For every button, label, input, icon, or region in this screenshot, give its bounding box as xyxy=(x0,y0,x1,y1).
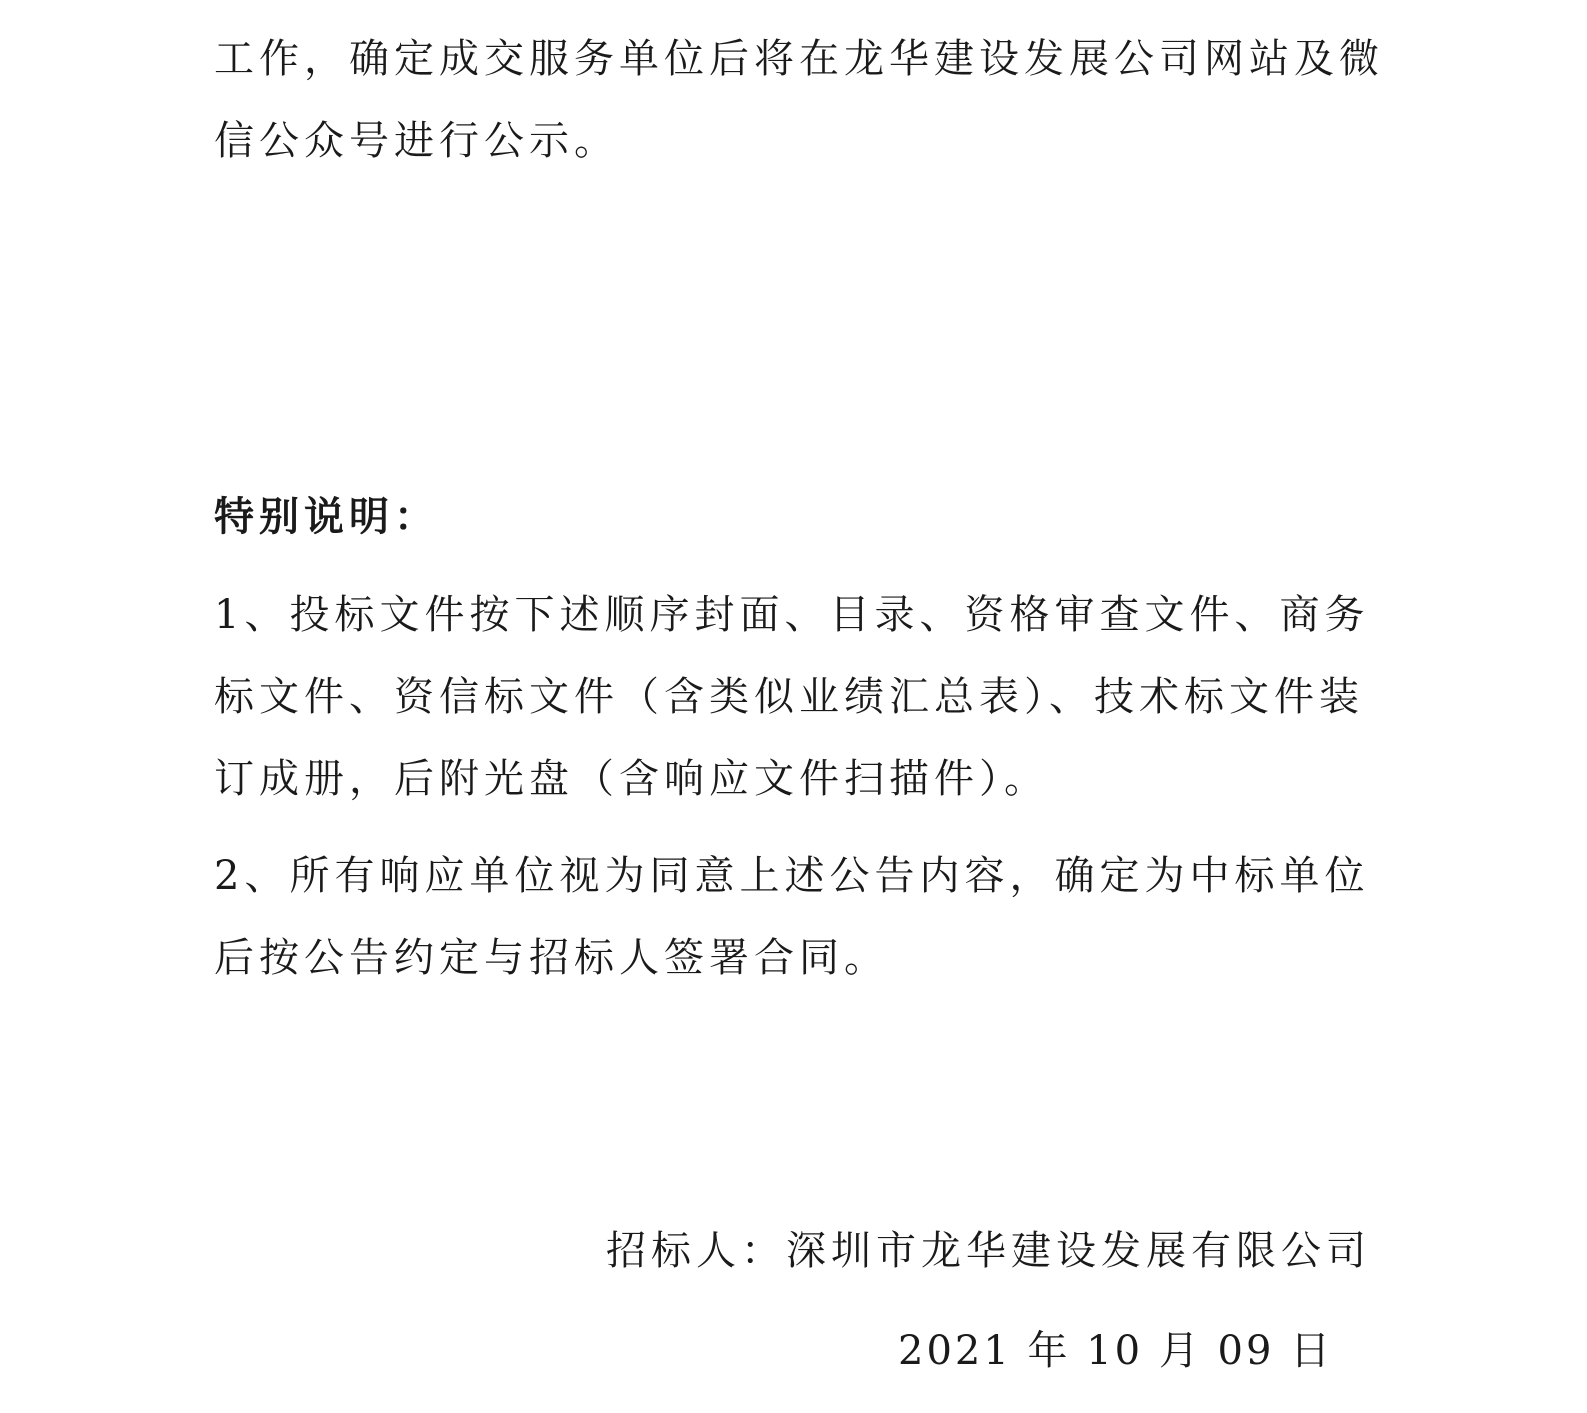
date-line: 2021 年 10 月 09 日 xyxy=(898,1328,1334,1374)
signatory-line: 招标人：深圳市龙华建设发展有限公司 xyxy=(606,1228,1371,1274)
special-note-item-1: 1、投标文件按下述顺序封面、目录、资格审查文件、商务标文件、资信标文件（含类似业绩汇总表）、技术标文件装订成册，后附光盘（含响应文件扫描件）。 xyxy=(214,592,1370,802)
continuation-paragraph: 工作，确定成交服务单位后将在龙华建设发展公司网站及微信公众号进行公示。 xyxy=(214,36,1384,164)
special-notes-heading: 特别说明： xyxy=(214,494,439,540)
special-note-item-2: 2、所有响应单位视为同意上述公告内容，确定为中标单位后按公告约定与招标人签署合同。 xyxy=(214,853,1370,981)
